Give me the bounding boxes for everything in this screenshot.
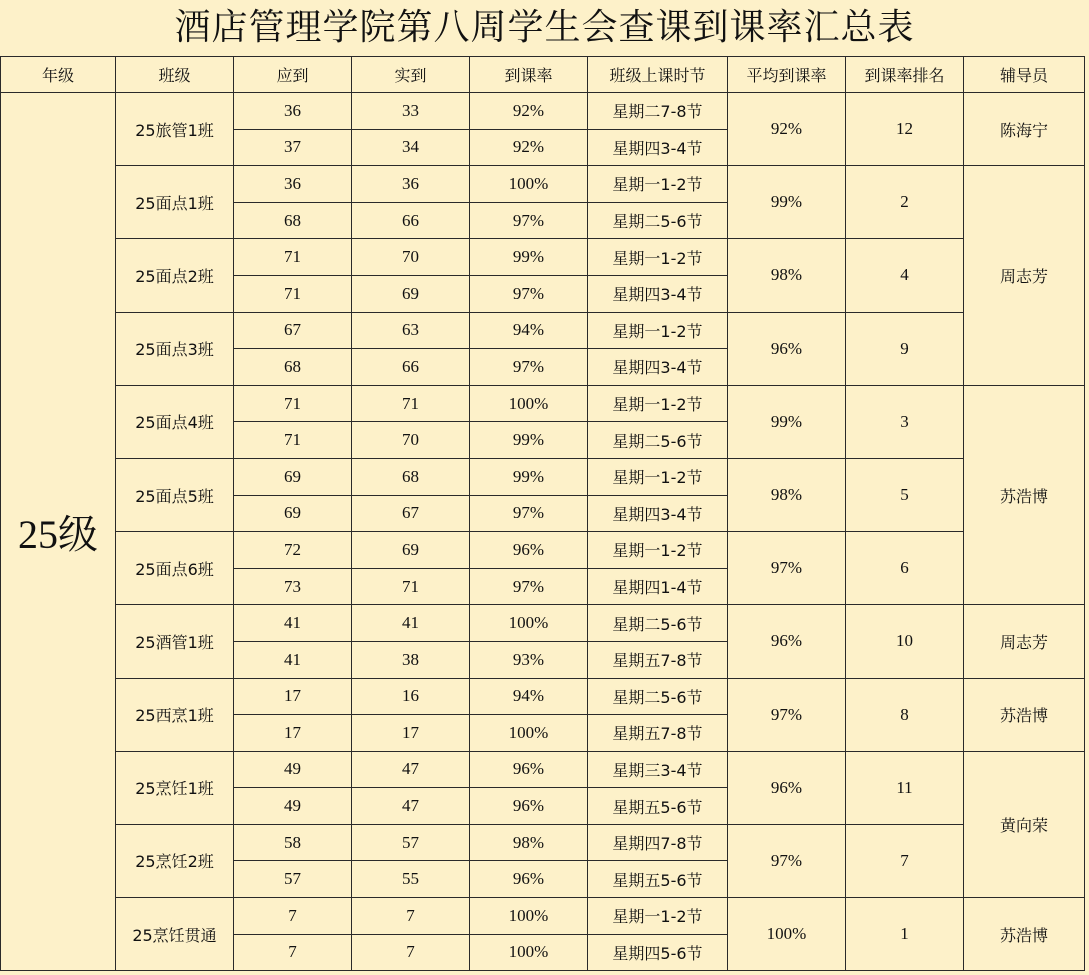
rate-cell: 100% [470, 715, 588, 752]
table-row [1, 312, 1085, 349]
expected-cell: 73 [234, 568, 352, 605]
session-cell: 星期四3-4节 [588, 349, 728, 386]
session-cell: 星期二5-6节 [588, 202, 728, 239]
rate-cell: 100% [470, 898, 588, 935]
rate-cell: 99% [470, 239, 588, 276]
rate-cell: 100% [470, 385, 588, 422]
rank-cell: 6 [846, 532, 964, 605]
actual-cell: 70 [352, 422, 470, 459]
session-cell: 星期四3-4节 [588, 275, 728, 312]
actual-cell: 38 [352, 641, 470, 678]
rank-cell: 5 [846, 458, 964, 531]
session-cell: 星期二7-8节 [588, 93, 728, 130]
class-name-cell: 25面点3班 [116, 312, 234, 385]
actual-cell: 66 [352, 349, 470, 386]
class-name-cell: 25面点6班 [116, 532, 234, 605]
session-cell: 星期一1-2节 [588, 458, 728, 495]
table-row [1, 678, 1085, 715]
expected-cell: 36 [234, 93, 352, 130]
session-cell: 星期二5-6节 [588, 422, 728, 459]
page-title: 酒店管理学院第八周学生会查课到课率汇总表 [174, 7, 915, 48]
expected-cell: 72 [234, 532, 352, 569]
header-counselor: 辅导员 [964, 57, 1085, 93]
session-cell: 星期一1-2节 [588, 385, 728, 422]
avg-rate-cell: 92% [728, 93, 846, 166]
expected-cell: 41 [234, 605, 352, 642]
expected-cell: 69 [234, 458, 352, 495]
class-name-cell: 25酒管1班 [116, 605, 234, 678]
table-row [1, 898, 1085, 935]
counselor-cell: 苏浩博 [964, 678, 1085, 751]
rate-cell: 94% [470, 312, 588, 349]
class-name-cell: 25西烹1班 [116, 678, 234, 751]
rate-cell: 97% [470, 275, 588, 312]
avg-rate-cell: 100% [728, 898, 846, 971]
expected-cell: 7 [234, 934, 352, 971]
actual-cell: 71 [352, 385, 470, 422]
session-cell: 星期一1-2节 [588, 166, 728, 203]
rate-cell: 97% [470, 495, 588, 532]
expected-cell: 57 [234, 861, 352, 898]
counselor-cell: 周志芳 [964, 166, 1085, 386]
session-cell: 星期二5-6节 [588, 605, 728, 642]
rate-cell: 96% [470, 532, 588, 569]
session-cell: 星期五5-6节 [588, 861, 728, 898]
expected-cell: 37 [234, 129, 352, 166]
expected-cell: 67 [234, 312, 352, 349]
rate-cell: 96% [470, 788, 588, 825]
rate-cell: 92% [470, 129, 588, 166]
actual-cell: 66 [352, 202, 470, 239]
rank-cell: 7 [846, 824, 964, 897]
rate-cell: 97% [470, 349, 588, 386]
table-row [1, 458, 1085, 495]
class-name-cell: 25面点2班 [116, 239, 234, 312]
table-row [1, 605, 1085, 642]
header-actual: 实到 [352, 57, 470, 93]
session-cell: 星期二5-6节 [588, 678, 728, 715]
actual-cell: 47 [352, 751, 470, 788]
session-cell: 星期一1-2节 [588, 898, 728, 935]
expected-cell: 71 [234, 275, 352, 312]
expected-cell: 7 [234, 898, 352, 935]
rate-cell: 92% [470, 93, 588, 130]
rate-cell: 96% [470, 861, 588, 898]
class-name-cell: 25面点4班 [116, 385, 234, 458]
avg-rate-cell: 99% [728, 385, 846, 458]
table-row [1, 93, 1085, 130]
rank-cell: 10 [846, 605, 964, 678]
actual-cell: 68 [352, 458, 470, 495]
actual-cell: 41 [352, 605, 470, 642]
avg-rate-cell: 96% [728, 751, 846, 824]
rate-cell: 97% [470, 568, 588, 605]
class-name-cell: 25烹饪2班 [116, 824, 234, 897]
actual-cell: 70 [352, 239, 470, 276]
rank-cell: 2 [846, 166, 964, 239]
counselor-cell: 黄向荣 [964, 751, 1085, 897]
header-grade: 年级 [1, 57, 116, 93]
session-cell: 星期一1-2节 [588, 532, 728, 569]
session-cell: 星期四3-4节 [588, 495, 728, 532]
session-cell: 星期四3-4节 [588, 129, 728, 166]
counselor-cell: 苏浩博 [964, 385, 1085, 605]
rank-cell: 12 [846, 93, 964, 166]
rank-cell: 3 [846, 385, 964, 458]
avg-rate-cell: 97% [728, 678, 846, 751]
expected-cell: 58 [234, 824, 352, 861]
header-class: 班级 [116, 57, 234, 93]
rank-cell: 9 [846, 312, 964, 385]
actual-cell: 47 [352, 788, 470, 825]
rate-cell: 99% [470, 422, 588, 459]
rate-cell: 99% [470, 458, 588, 495]
actual-cell: 69 [352, 275, 470, 312]
expected-cell: 68 [234, 202, 352, 239]
expected-cell: 36 [234, 166, 352, 203]
header-avg-rate: 平均到课率 [728, 57, 846, 93]
actual-cell: 7 [352, 898, 470, 935]
session-cell: 星期一1-2节 [588, 239, 728, 276]
rank-cell: 1 [846, 898, 964, 971]
avg-rate-cell: 97% [728, 824, 846, 897]
expected-cell: 49 [234, 751, 352, 788]
rate-cell: 100% [470, 934, 588, 971]
expected-cell: 68 [234, 349, 352, 386]
avg-rate-cell: 99% [728, 166, 846, 239]
class-name-cell: 25烹饪1班 [116, 751, 234, 824]
actual-cell: 16 [352, 678, 470, 715]
expected-cell: 17 [234, 678, 352, 715]
rank-cell: 8 [846, 678, 964, 751]
avg-rate-cell: 98% [728, 458, 846, 531]
session-cell: 星期五7-8节 [588, 715, 728, 752]
avg-rate-cell: 98% [728, 239, 846, 312]
expected-cell: 71 [234, 239, 352, 276]
header-expected: 应到 [234, 57, 352, 93]
rank-cell: 4 [846, 239, 964, 312]
header-rate: 到课率 [470, 57, 588, 93]
class-name-cell: 25面点5班 [116, 458, 234, 531]
rate-cell: 98% [470, 824, 588, 861]
session-cell: 星期四5-6节 [588, 934, 728, 971]
table-row [1, 166, 1085, 203]
expected-cell: 71 [234, 385, 352, 422]
session-cell: 星期五5-6节 [588, 788, 728, 825]
actual-cell: 17 [352, 715, 470, 752]
rate-cell: 93% [470, 641, 588, 678]
class-name-cell: 25面点1班 [116, 166, 234, 239]
counselor-cell: 苏浩博 [964, 898, 1085, 971]
actual-cell: 55 [352, 861, 470, 898]
table-body [1, 93, 1085, 971]
rate-cell: 100% [470, 166, 588, 203]
avg-rate-cell: 96% [728, 605, 846, 678]
actual-cell: 34 [352, 129, 470, 166]
grade-label: 25级 [18, 512, 98, 558]
actual-cell: 7 [352, 934, 470, 971]
expected-cell: 71 [234, 422, 352, 459]
session-cell: 星期四7-8节 [588, 824, 728, 861]
table-row [1, 532, 1085, 569]
header-row [1, 57, 1085, 93]
session-cell: 星期一1-2节 [588, 312, 728, 349]
expected-cell: 17 [234, 715, 352, 752]
expected-cell: 41 [234, 641, 352, 678]
rank-cell: 11 [846, 751, 964, 824]
actual-cell: 57 [352, 824, 470, 861]
table-row [1, 751, 1085, 788]
rate-cell: 96% [470, 751, 588, 788]
session-cell: 星期三3-4节 [588, 751, 728, 788]
rate-cell: 97% [470, 202, 588, 239]
header-session: 班级上课时节 [588, 57, 728, 93]
rate-cell: 94% [470, 678, 588, 715]
expected-cell: 49 [234, 788, 352, 825]
class-name-cell: 25旅管1班 [116, 93, 234, 166]
session-cell: 星期四1-4节 [588, 568, 728, 605]
actual-cell: 71 [352, 568, 470, 605]
table-row [1, 824, 1085, 861]
actual-cell: 67 [352, 495, 470, 532]
actual-cell: 33 [352, 93, 470, 130]
header-rank: 到课率排名 [846, 57, 964, 93]
actual-cell: 69 [352, 532, 470, 569]
attendance-table [0, 56, 1085, 971]
grade-cell [1, 93, 116, 971]
counselor-cell: 周志芳 [964, 605, 1085, 678]
table-row [1, 239, 1085, 276]
avg-rate-cell: 97% [728, 532, 846, 605]
session-cell: 星期五7-8节 [588, 641, 728, 678]
rate-cell: 100% [470, 605, 588, 642]
expected-cell: 69 [234, 495, 352, 532]
avg-rate-cell: 96% [728, 312, 846, 385]
counselor-cell: 陈海宁 [964, 93, 1085, 166]
actual-cell: 63 [352, 312, 470, 349]
class-name-cell: 25烹饪贯通 [116, 898, 234, 971]
table-row [1, 385, 1085, 422]
actual-cell: 36 [352, 166, 470, 203]
